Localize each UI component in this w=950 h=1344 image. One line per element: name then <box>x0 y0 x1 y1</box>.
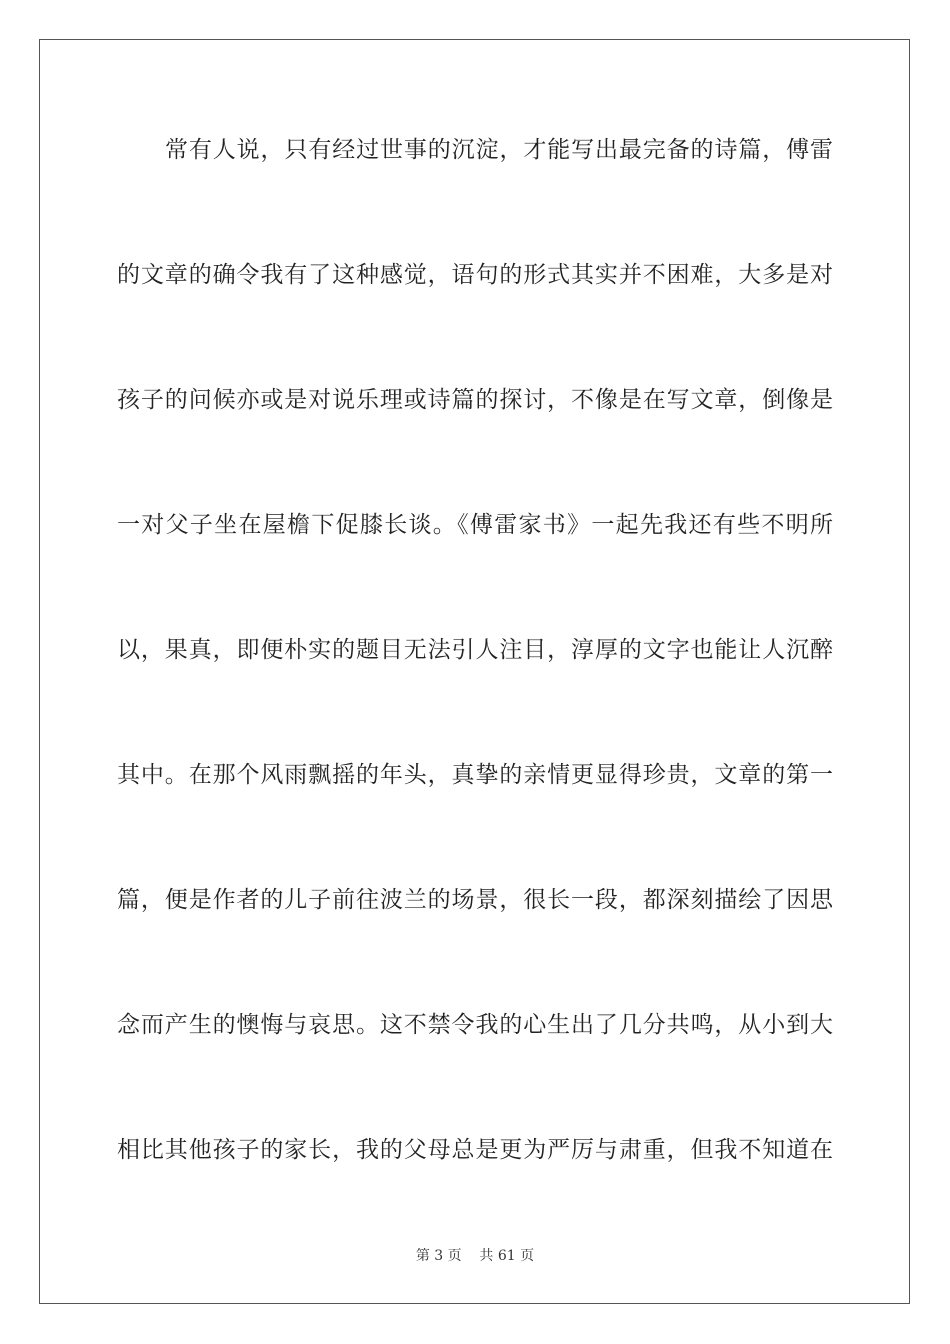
text-line-6: 其中。在那个风雨飘摇的年头，真挚的亲情更显得珍贵，文章的第一 <box>117 762 833 788</box>
text-line-1: 常有人说，只有经过世事的沉淀，才能写出最完备的诗篇，傅雷 <box>165 137 833 163</box>
text-line-7: 篇，便是作者的儿子前往波兰的场景，很长一段，都深刻描绘了因思 <box>117 887 833 913</box>
text-line-8: 念而产生的懊悔与哀思。这不禁令我的心生出了几分共鸣，从小到大 <box>117 1012 833 1038</box>
text-line-4: 一对父子坐在屋檐下促膝长谈。《傅雷家书》一起先我还有些不明所 <box>117 512 833 538</box>
page-number-footer: 第 3 页 共 61 页 <box>415 1248 535 1264</box>
text-line-5: 以，果真，即便朴实的题目无法引人注目，淳厚的文字也能让人沉醉 <box>117 637 833 663</box>
text-line-3: 孩子的问候亦或是对说乐理或诗篇的探讨，不像是在写文章，倒像是 <box>117 387 833 413</box>
text-line-9: 相比其他孩子的家长，我的父母总是更为严厉与肃重，但我不知道在 <box>117 1137 833 1163</box>
page-border <box>39 39 910 1304</box>
text-line-2: 的文章的确令我有了这种感觉，语句的形式其实并不困难，大多是对 <box>117 262 833 288</box>
